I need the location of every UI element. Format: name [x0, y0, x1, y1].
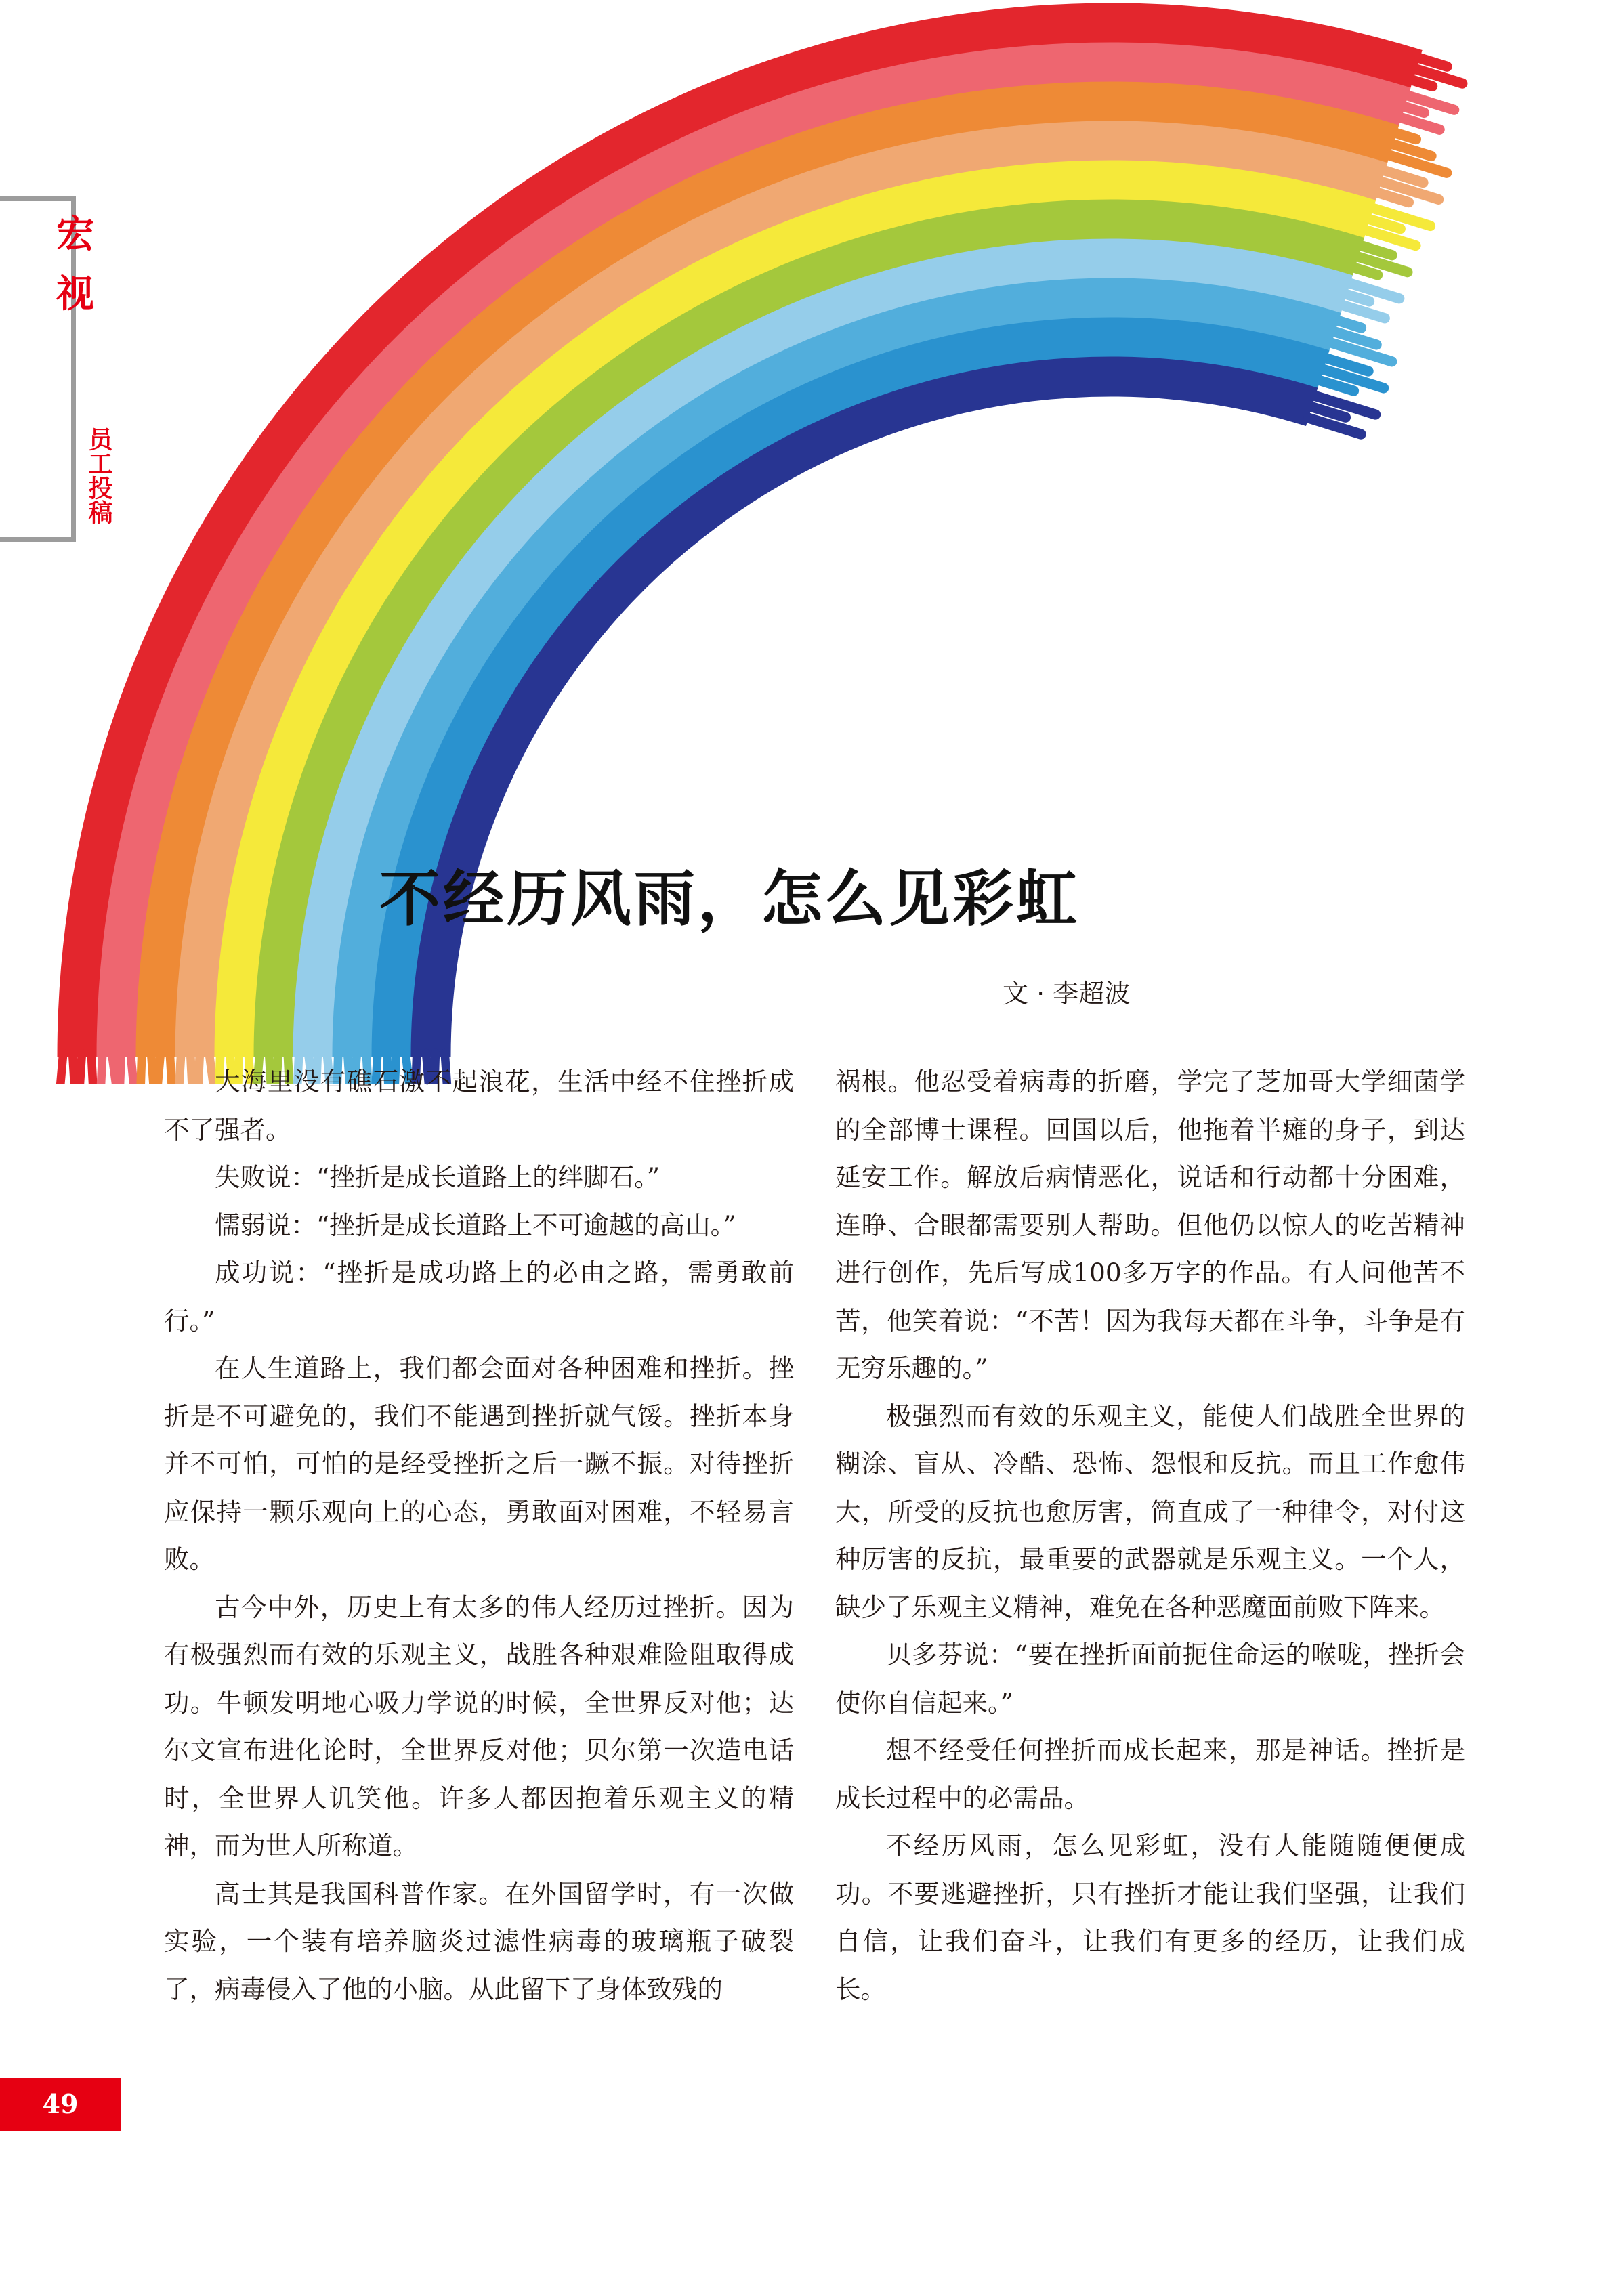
rainbow-brush-streak [60, 1053, 63, 1084]
rainbow-brush-streak [79, 1053, 82, 1084]
rainbow-brush-streak [1402, 118, 1439, 129]
body-paragraph: 祸根。他忍受着病毒的折磨，学完了芝加哥大学细菌学的全部博士课程。回国以后，他拖着半瘫的身子，到达延安工作。解放后病情恶化，说话和行动都十分困难，连睁、合眼都需要别人帮助。但他仍以惊人的吃苦精神进行创作，先后写成100多万字的作品。有人问他苦不苦，他笑着说：“不苦！因为我每天都在斗争，斗争是有无穷乐趣的。” [835, 1067, 1465, 1383]
rainbow-brush-streak [112, 1053, 116, 1084]
rainbow-brush-streak [1362, 246, 1392, 255]
body-paragraph: 想不经受任何挫折而成长起来，那是神话。挫折是成长过程中的必需品。 [835, 1735, 1465, 1813]
body-paragraph: 懦弱说：“挫折是成长道路上不可逾越的高山。” [215, 1210, 736, 1240]
rainbow-brush-streak [1397, 133, 1416, 140]
rainbow-brush-streak [1378, 193, 1409, 203]
rainbow-brush-streak [100, 1053, 102, 1084]
article-column-right [835, 1058, 1465, 2013]
rainbow-brush-streak [1366, 230, 1416, 245]
rainbow-brush-streak [1339, 321, 1361, 328]
article-title: 不经历风雨，怎么见彩虹 [379, 863, 1080, 935]
rainbow-brush-streak [1309, 418, 1361, 434]
rainbow-brush-streak [139, 1053, 142, 1084]
rainbow-brush-streak [1343, 305, 1385, 318]
rainbow-brush-streak [1370, 219, 1400, 229]
rainbow-brush-streak [1355, 268, 1377, 275]
body-paragraph: 极强烈而有效的乐观主义，能使人们战胜全世界的糊涂、盲从、冷酷、恐怖、怨恨和反抗。而且工作愈伟大，所受的反抗也愈厉害，简直成了一种律令，对付这种厉害的反抗，最重要的武器就是乐观主义。一个人，缺少了乐观主义精神，难免在各种恶魔面前败下阵来。 [835, 1401, 1465, 1622]
rainbow-brush-streak [131, 1053, 135, 1084]
body-paragraph: 成功说：“挫折是成功路上的必由之路，需勇敢前行。” [164, 1258, 794, 1336]
rainbow-brush-streak [91, 1053, 96, 1084]
rainbow-brush-streak [1405, 107, 1425, 113]
rainbow-brush-streak [1413, 80, 1433, 86]
article-column-left [164, 1058, 794, 2013]
article-byline: 文 · 李超波 [1003, 979, 1131, 1008]
rainbow-brush-streak [1347, 295, 1369, 301]
section-label-char-1: 宏 [56, 213, 94, 257]
page-number-badge [0, 2078, 121, 2131]
body-paragraph: 古今中外，历史上有太多的伟人经历过挫折。因为有极强烈而有效的乐观主义，战胜各种艰难险阻取得成功。牛顿发明地心吸力学说的时候，全世界反对他；达尔文宣布进化论时，全世界反对他；贝尔第一次造电话时，全世界人讥笑他。许多人都因抱着乐观主义的精神，而为世人所称道。 [164, 1592, 794, 1861]
body-paragraph: 不经历风雨，怎么见彩虹，没有人能随随便便成功。不要逃避挫折，只有挫折才能让我们坚强，让我们自信，让我们奋斗，让我们有更多的经历，让我们成长。 [835, 1831, 1465, 2004]
body-paragraph: 贝多芬说：“要在挫折面前扼住命运的喉咙，挫折会使你自信起来。” [835, 1640, 1465, 1718]
page-number: 49 [42, 2089, 79, 2119]
body-paragraph: 大海里没有礁石激不起浪花，生活中经不住挫折成不了强者。 [164, 1067, 794, 1145]
body-paragraph: 失败说：“挫折是成长道路上的绊脚石。” [215, 1162, 660, 1192]
body-paragraph: 高士其是我国科普作家。在外国留学时，有一次做实验，一个装有培养脑炎过滤性病毒的玻璃瓶子破裂了，病毒侵入了他的小脑。从此留下了身体致残的 [164, 1878, 794, 2004]
rainbow-brush-streak [1420, 58, 1447, 66]
rainbow-brush-streak [119, 1053, 121, 1084]
section-sublabel: 员工投稿 [85, 427, 112, 524]
rainbow-brush-streak [158, 1053, 161, 1084]
section-label-char-2: 视 [56, 272, 94, 316]
body-paragraph: 在人生道路上，我们都会面对各种困难和挫折。挫折是不可避免的，我们不能遇到挫折就气馁。挫折本身并不可怕，可怕的是经受挫折之后一蹶不振。对待挫折应保持一颗乐观向上的心态，勇敢面对困难，不轻易言败。 [164, 1353, 794, 1574]
